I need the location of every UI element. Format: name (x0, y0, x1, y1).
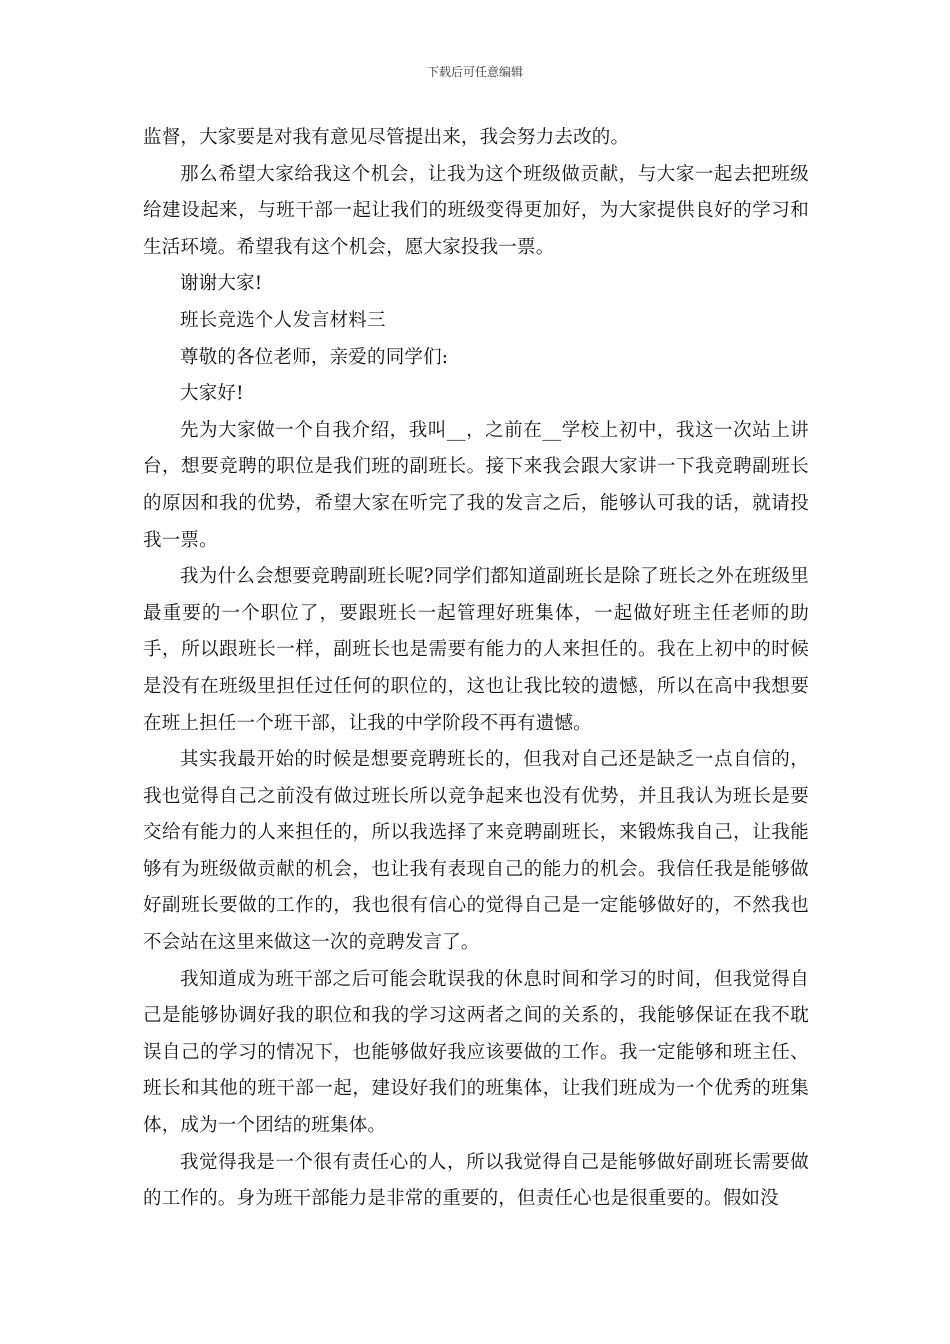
document-body (143, 120, 809, 1218)
salutation: 尊敬的各位老师，亲爱的同学们: (180, 346, 449, 368)
paragraph: 我知道成为班干部之后可能会耽误我的休息时间和学习的时间，但我觉得自己是能够协调好我的职位和我的学习这两者之间的关系的，我能够保证在我不耽误自己的学习的情况下，也能够做好我应该要做的工作。我一定能够和班主任、班长和其他的班干部一起，建设好我们的班集体，让我们班成为一个优秀的班集体，成为一个团结的班集体。 (143, 968, 809, 1137)
greeting: 大家好! (180, 383, 244, 405)
paragraph: 其实我最开始的时候是想要竞聘班长的，但我对自己还是缺乏一点自信的，我也觉得自己之前没有做过班长所以竞争起来也没有优势，并且我认为班长是要交给有能力的人来担任的，所以我选择了来竞聘副班长，来锻炼我自己，让我能够有为班级做贡献的机会，也让我有表现自己的能力的机会。我信任我是能够做好副班长要做的工作的，我也很有信心的觉得自己是一定能够做好的，不然我也不会站在这里来做这一次的竞聘发言了。 (143, 749, 809, 954)
paragraph: 监督，大家要是对我有意见尽管提出来，我会努力去改的。 (143, 127, 630, 148)
paragraph: 我为什么会想要竞聘副班长呢?同学们都知道副班长是除了班长之外在班级里最重要的一个职位了，要跟班长一起管理好班集体，一起做好班主任老师的助手，所以跟班长一样，副班长也是需要有能力的人来担任的。我在上初中的时候是没有在班级里担任过任何的职位的，这也让我比较的遗憾，所以在高中我想要在班上担任一个班干部，让我的中学阶段不再有遗憾。 (143, 566, 809, 734)
paragraph: 我觉得我是一个很有责任心的人，所以我觉得自己是能够做好副班长需要做的工作的。身为班干部能力是非常的重要的，但责任心也是很重要的。假如没 (143, 1151, 809, 1210)
paragraph: 谢谢大家! (180, 273, 263, 295)
paragraph: 那么希望大家给我这个机会，让我为这个班级做贡献，与大家一起去把班级给建设起来，与班干部一起让我们的班级变得更加好，为大家提供良好的学习和生活环境。希望我有这个机会，愿大家投我一票。 (143, 163, 809, 258)
page-header: 下载后可任意编辑 (426, 65, 523, 79)
paragraph: 先为大家做一个自我介绍，我叫__，之前在__学校上初中，我这一次站上讲台，想要竞聘的职位是我们班的副班长。接下来我会跟大家讲一下我竞聘副班长的原因和我的优势，希望大家在听完了我的发言之后，能够认可我的话，就请投我一票。 (143, 419, 809, 551)
section-title: 班长竞选个人发言材料三 (180, 309, 386, 331)
